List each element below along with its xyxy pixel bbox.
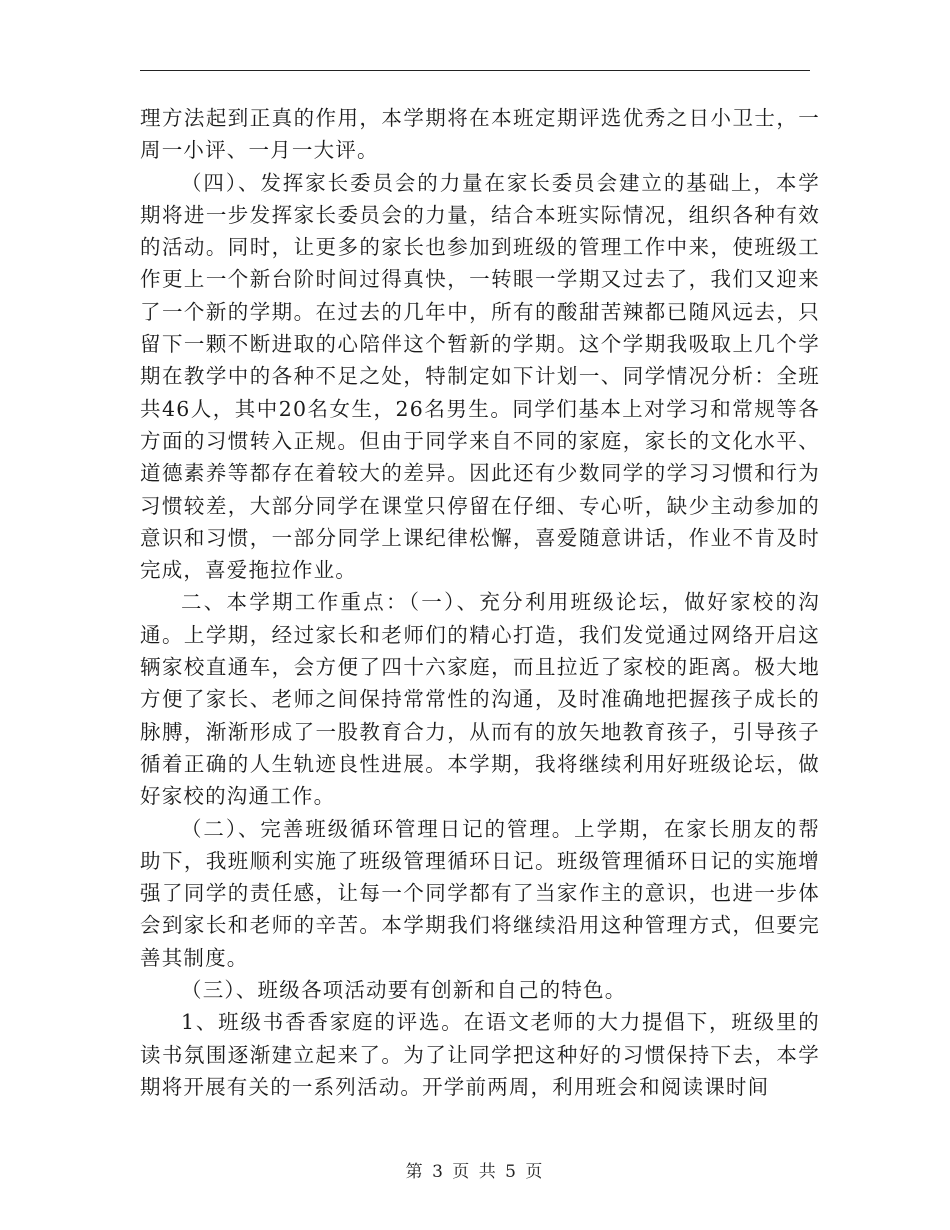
paragraph-5: （三）、班级各项活动要有创新和自己的特色。 xyxy=(181,978,627,1003)
page-footer: 第 3 页 共 5 页 xyxy=(405,1162,545,1182)
paragraph-2: （四）、发挥家长委员会的力量在家长委员会建立的基础上，本学期将进一步发挥家长委员会的力量，结合本班实际情况，组织各种有效的活动。同时，让更多的家长也参加到班级的管理工作中来，使班级工作更上一个新台阶时间过得真快，一转眼一学期又过去了，我们又迎来了一个新的学期。在过去的几年中，所有的酸甜苦辣都已随风远去，只留下一颗不断进取的心陪伴这个暂新的学期。这个学期我吸取上几个学期在教学中的各种不足之处，特制定如下计划一、同学情况分析：全班共46人，其中20名女生，26名男生。同学们基本上对学习和常规等各方面的习惯转入正规。但由于同学来自不同的家庭，家长的文化水平、道德素养等都存在着较大的差异。因此还有少数同学的学习习惯和行为习惯较差，大部分同学在课堂只停留在仔细、专心听，缺少主动参加的意识和习惯，一部分同学上课纪律松懈，喜爱随意讲话，作业不肯及时完成，喜爱拖拉作业。 xyxy=(140,170,820,583)
paragraph-4: （二）、完善班级循环管理日记的管理。上学期，在家长朋友的帮助下，我班顺利实施了班级管理循环日记。班级管理循环日记的实施增强了同学的责任感，让每一个同学都有了当家作主的意识，也进一步体会到家长和老师的辛苦。本学期我们将继续沿用这种管理方式，但要完善其制度。 xyxy=(140,816,820,970)
paragraph-3: 二、本学期工作重点：（一）、充分利用班级论坛，做好家校的沟通。上学期，经过家长和老师们的精心打造，我们发觉通过网络开启这辆家校直通车，会方便了四十六家庭，而且拉近了家校的距离。极大地方便了家长、老师之间保持常常性的沟通，及时准确地把握孩子成长的脉膊，渐渐形成了一股教育合力，从而有的放矢地教育孩子，引导孩子循着正确的人生轨迹良性进展。本学期，我将继续利用好班级论坛，做好家校的沟通工作。 xyxy=(140,590,820,809)
paragraph-1: 理方法起到正真的作用，本学期将在本班定期评选优秀之日小卫士，一周一小评、一月一大评。 xyxy=(140,106,820,163)
header-rule xyxy=(140,70,810,71)
document-body xyxy=(140,102,820,1103)
paragraph-6: 1、班级书香香家庭的评选。在语文老师的大力提倡下，班级里的读书氛围逐渐建立起来了。为了让同学把这种好的习惯保持下去，本学期将开展有关的一系列活动。开学前两周，利用班会和阅读课时间 xyxy=(140,1010,820,1099)
